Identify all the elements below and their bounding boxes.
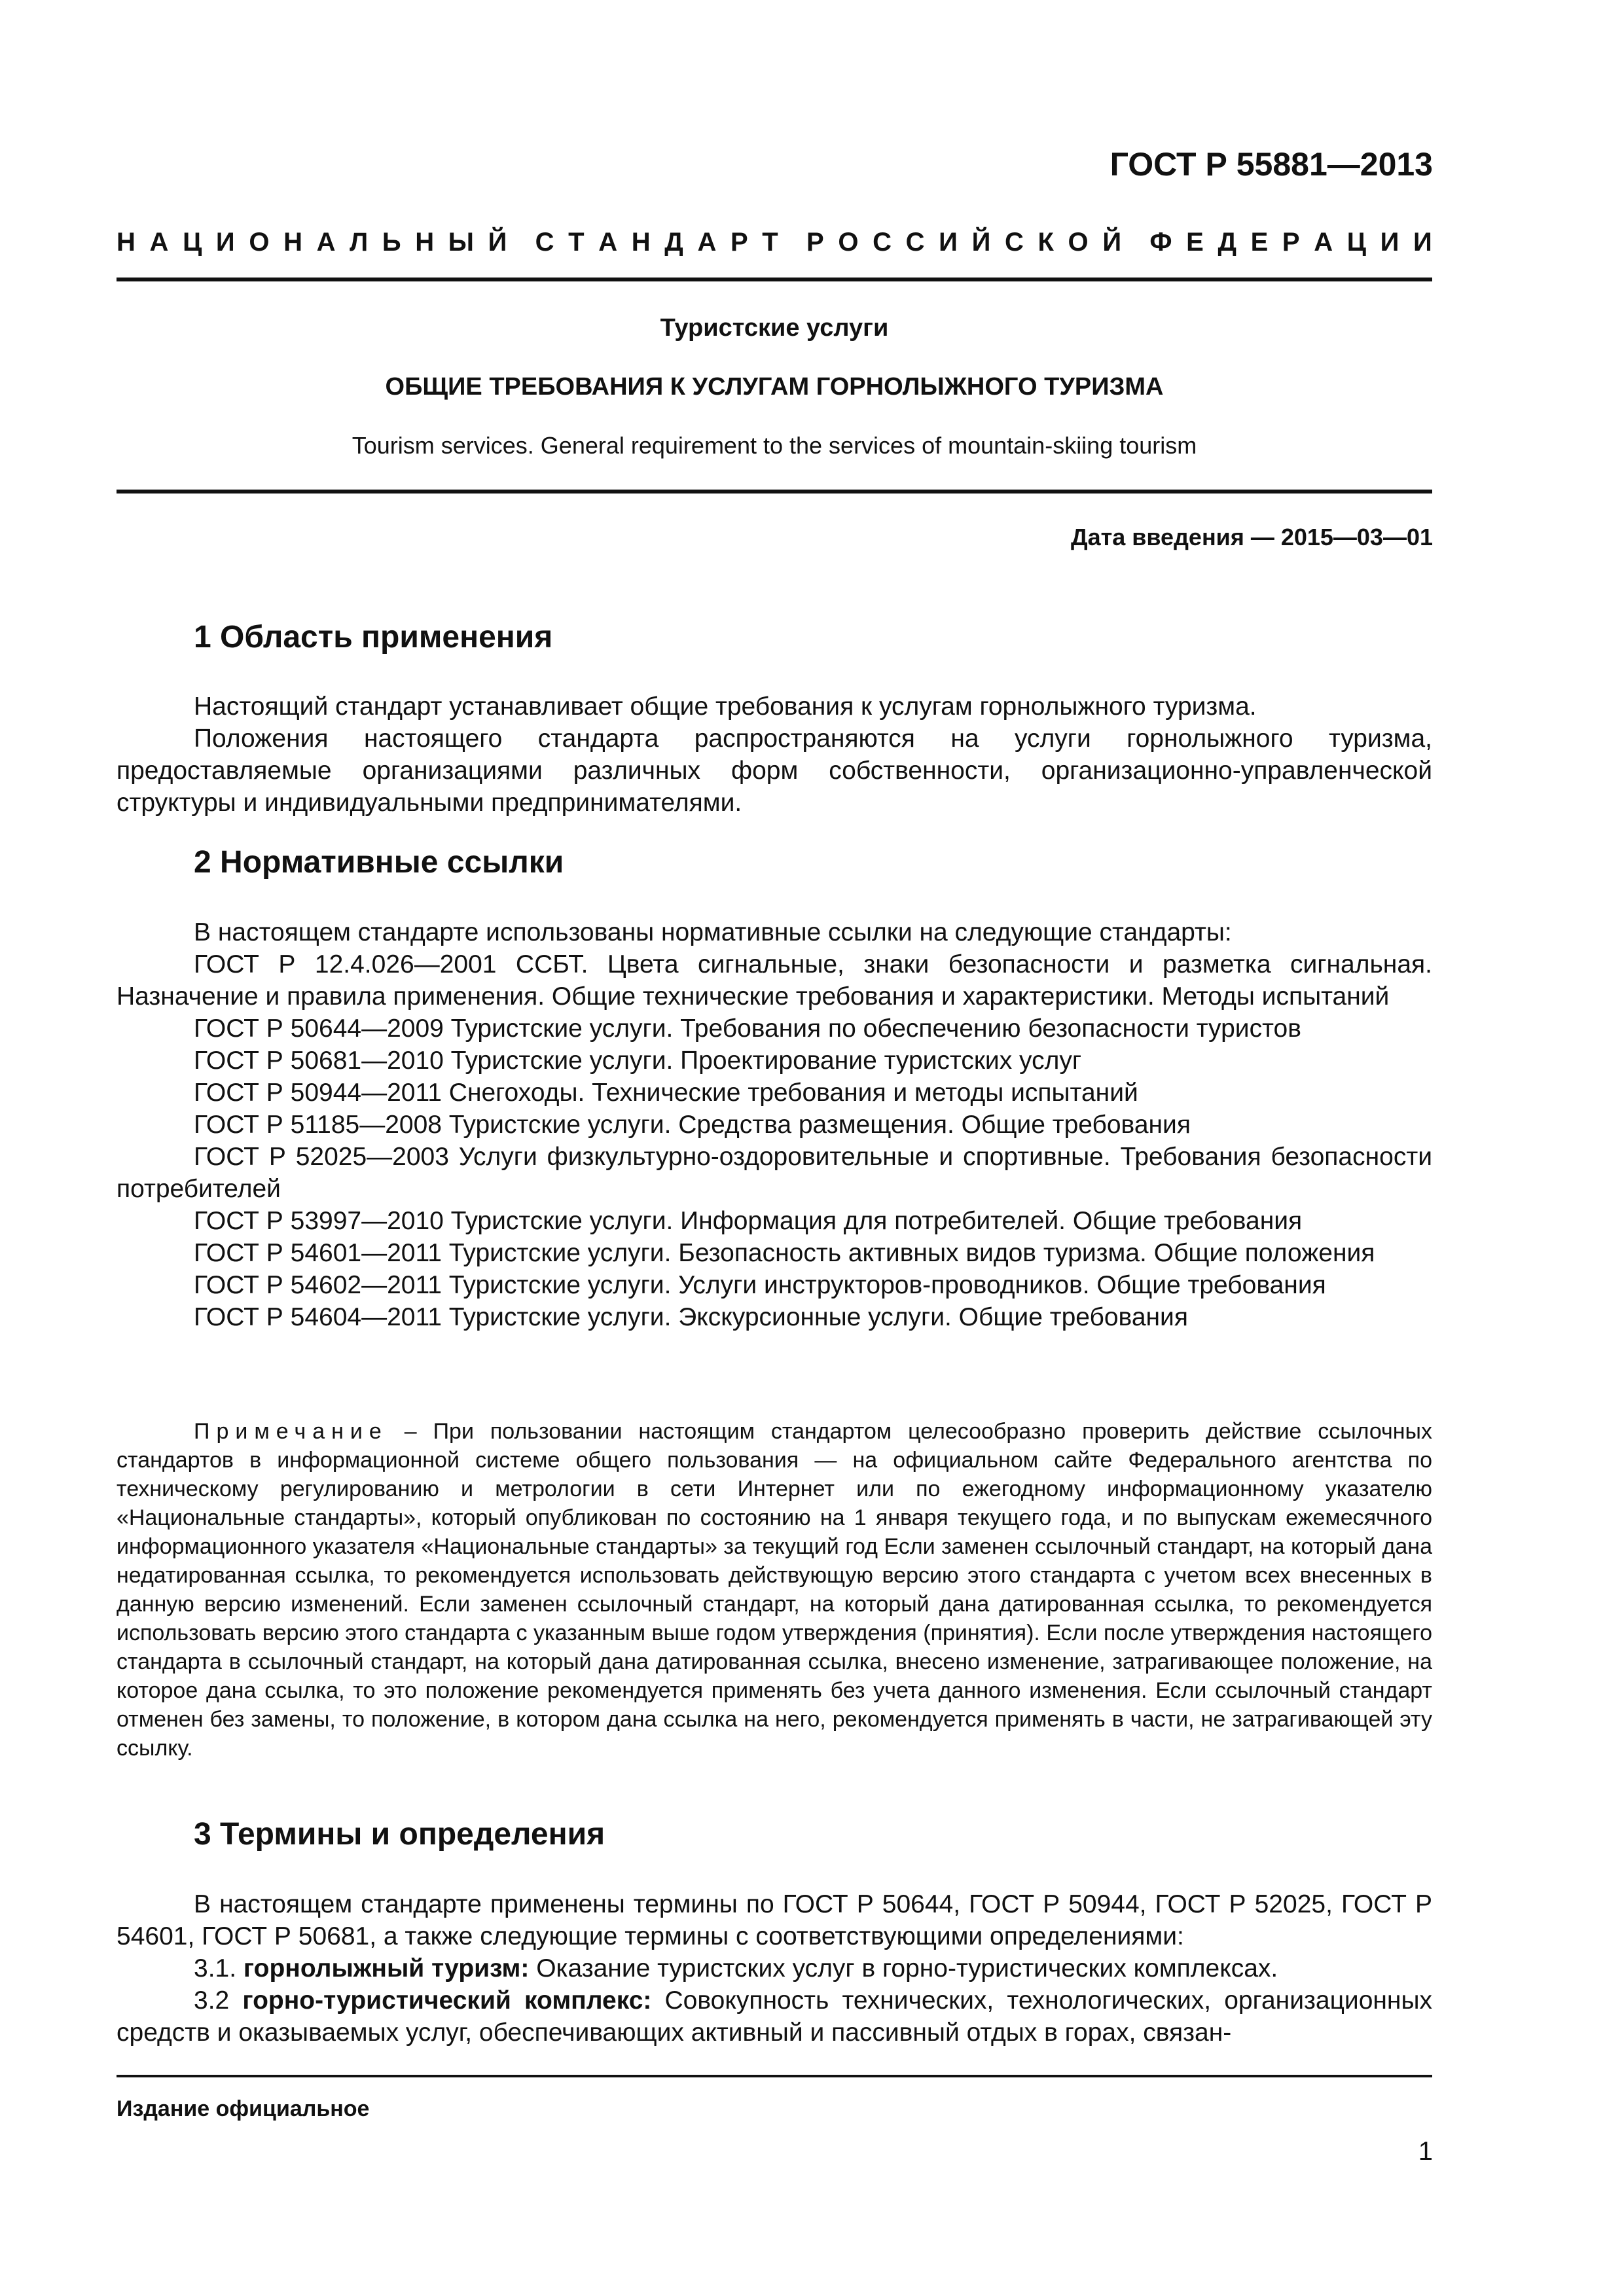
title-rule xyxy=(117,490,1432,493)
section-3-body xyxy=(117,1888,1432,2049)
reference-item: ГОСТ Р 50644—2009 Туристские услуги. Требования по обеспечению безопасности туристов xyxy=(194,1014,1301,1043)
banner-letter: Д xyxy=(664,228,683,257)
term-number: 3.2 xyxy=(194,1986,243,2015)
term-item xyxy=(117,1984,1432,2049)
section-1-body xyxy=(117,691,1432,819)
banner-letter: Ц xyxy=(1346,228,1366,257)
banner-letter: Л xyxy=(350,228,369,257)
footer-rule xyxy=(117,2075,1432,2077)
banner-letter: Ц xyxy=(183,228,202,257)
section-3-heading: 3 Термины и определения xyxy=(194,1817,605,1852)
banner-letter: Ь xyxy=(382,228,401,257)
reference-item: ГОСТ Р 12.4.026—2001 ССБТ. Цвета сигнальные, знаки безопасности и разметка сигнальная. Назначение и правила применения. Общие технические требования и характеристики. Методы испытаний xyxy=(117,950,1432,1011)
section-1-paragraph: Положения настоящего стандарта распространяются на услуги горнолыжного туризма, предоставляемые организациями различных форм собственности, организационно-управленческой структуры и индивидуальными предпринимателями. xyxy=(117,725,1432,817)
document-title-en: Tourism services. General requirement to the services of mountain-skiing tourism xyxy=(352,432,1197,459)
banner-letter: А xyxy=(316,228,336,257)
banner-letter: Р xyxy=(730,228,748,257)
reference-item: ГОСТ Р 50944—2011 Снегоходы. Технические требования и методы испытаний xyxy=(194,1079,1138,1107)
terms-intro: В настоящем стандарте применены термины по ГОСТ Р 50644, ГОСТ Р 50944, ГОСТ Р 52025, ГОСТ Р 54601, ГОСТ Р 50681, а также следующие термины с соответствующими определениями: xyxy=(117,1890,1432,1950)
banner-letter: И xyxy=(1380,228,1399,257)
term-number: 3.1. xyxy=(194,1954,244,1982)
reference-item: ГОСТ Р 54601—2011 Туристские услуги. Безопасность активных видов туризма. Общие положения xyxy=(194,1239,1375,1267)
reference-item: ГОСТ Р 54604—2011 Туристские услуги. Экскурсионные услуги. Общие требования xyxy=(194,1303,1188,1331)
section-2-heading: 2 Нормативные ссылки xyxy=(194,845,564,880)
document-title: ОБЩИЕ ТРЕБОВАНИЯ К УСЛУГАМ ГОРНОЛЫЖНОГО ТУРИЗМА xyxy=(385,373,1164,401)
banner-letter: О xyxy=(1068,228,1089,257)
banner-letter: С xyxy=(873,228,892,257)
banner-letter: Н xyxy=(117,228,135,257)
term-definition: Совокупность технических, технологических, организационных средств и оказываемых услуг, обеспечивающих активный и пассивный отдых в горах, связан- xyxy=(117,1986,1432,2047)
banner-letter: Н xyxy=(631,228,651,257)
section-1-paragraph: Настоящий стандарт устанавливает общие требования к услугам горнолыжного туризма. xyxy=(194,692,1257,721)
banner-letter: Й xyxy=(971,228,991,257)
banner-letter: Н xyxy=(415,228,435,257)
reference-item: ГОСТ Р 52025—2003 Услуги физкультурно-оздоровительные и спортивные. Требования безопасности потребителей xyxy=(117,1143,1432,1203)
note-label: Примечание xyxy=(194,1419,388,1444)
note-text: – При пользовании настоящим стандартом целесообразно проверить действие ссылочных стандартов в информационной системе общего пользования — на официальном сайте Федерального агентства по техническому регулированию и метрологии в сети Интернет или по ежегодному информационному указателю «Национальные стандарты», который опубликован по состоянию на 1 января текущего года, и по выпускам ежемесячного информационного указателя «Национальные стандарты» за текущий год Если заменен ссылочный стандарт, на который дана недатированная ссылка, то рекомендуется использовать действующую версию этого стандарта с учетом всех внесенных в данную версию изменений. Если заменен ссылочный стандарт, на который дана датированная ссылка, то рекомендуется использовать версию этого стандарта с указанным выше годом утверждения (принятия). Если после утверждения настоящего стандарта в ссылочный стандарт, на который дана датированная ссылка, внесено изменение, затрагивающее положение, на которое дана ссылка, то это положение рекомендуется применять без учета данного изменения. Если ссылочный стандарт отменен без замены, то положение, в котором дана ссылка на него, рекомендуется применять в части, не затрагивающей эту ссылку. xyxy=(117,1419,1432,1761)
references-intro: В настоящем стандарте использованы нормативные ссылки на следующие стандарты: xyxy=(194,918,1232,946)
banner-letter: И xyxy=(1413,228,1432,257)
term-name: горно-туристический комплекс: xyxy=(242,1986,652,2015)
banner-letter: А xyxy=(697,228,717,257)
reference-item: ГОСТ Р 51185—2008 Туристские услуги. Средства размещения. Общие требования xyxy=(194,1111,1191,1139)
section-1-heading: 1 Область применения xyxy=(194,620,553,655)
banner-letter: С xyxy=(535,228,554,257)
banner-letter: С xyxy=(905,228,925,257)
gost-code: ГОСТ Р 55881—2013 xyxy=(1110,146,1433,183)
banner-letter: Ф xyxy=(1149,228,1172,257)
top-rule xyxy=(117,278,1432,281)
banner-letter: А xyxy=(1314,228,1333,257)
national-standard-banner xyxy=(117,228,1432,257)
banner-letter: Р xyxy=(806,228,824,257)
banner-letter: Е xyxy=(1186,228,1204,257)
official-edition-label: Издание официальное xyxy=(117,2096,370,2121)
term-item xyxy=(117,1952,1432,1984)
reference-item: ГОСТ Р 50681—2010 Туристские услуги. Проектирование туристских услуг xyxy=(194,1047,1082,1075)
banner-letter: Д xyxy=(1218,228,1236,257)
banner-letter: Е xyxy=(1250,228,1269,257)
banner-letter: И xyxy=(939,228,958,257)
banner-letter: О xyxy=(838,228,859,257)
references-note xyxy=(117,1417,1432,1763)
banner-letter: И xyxy=(215,228,235,257)
banner-letter: О xyxy=(249,228,270,257)
banner-letter: Ы xyxy=(448,228,474,257)
banner-letter: Н xyxy=(283,228,302,257)
banner-letter: А xyxy=(598,228,618,257)
banner-letter: Т xyxy=(568,228,585,257)
banner-letter: Й xyxy=(488,228,507,257)
banner-letter: К xyxy=(1038,228,1054,257)
page-number: 1 xyxy=(1418,2137,1433,2166)
section-2-body xyxy=(117,916,1432,1333)
reference-item: ГОСТ Р 54602—2011 Туристские услуги. Услуги инструкторов-проводников. Общие требования xyxy=(194,1271,1326,1299)
reference-item: ГОСТ Р 53997—2010 Туристские услуги. Информация для потребителей. Общие требования xyxy=(194,1207,1303,1235)
banner-letter: А xyxy=(149,228,169,257)
document-subtitle: Туристские услуги xyxy=(660,314,889,342)
banner-letter: Т xyxy=(762,228,778,257)
banner-letter: С xyxy=(1004,228,1024,257)
banner-letter: Р xyxy=(1282,228,1300,257)
banner-letter: Й xyxy=(1102,228,1122,257)
term-definition: Оказание туристских услуг в горно-туристических комплексах. xyxy=(529,1954,1278,1982)
term-name: горнолыжный туризм: xyxy=(243,1954,530,1982)
date-of-introduction: Дата введения — 2015—03—01 xyxy=(1070,524,1433,550)
